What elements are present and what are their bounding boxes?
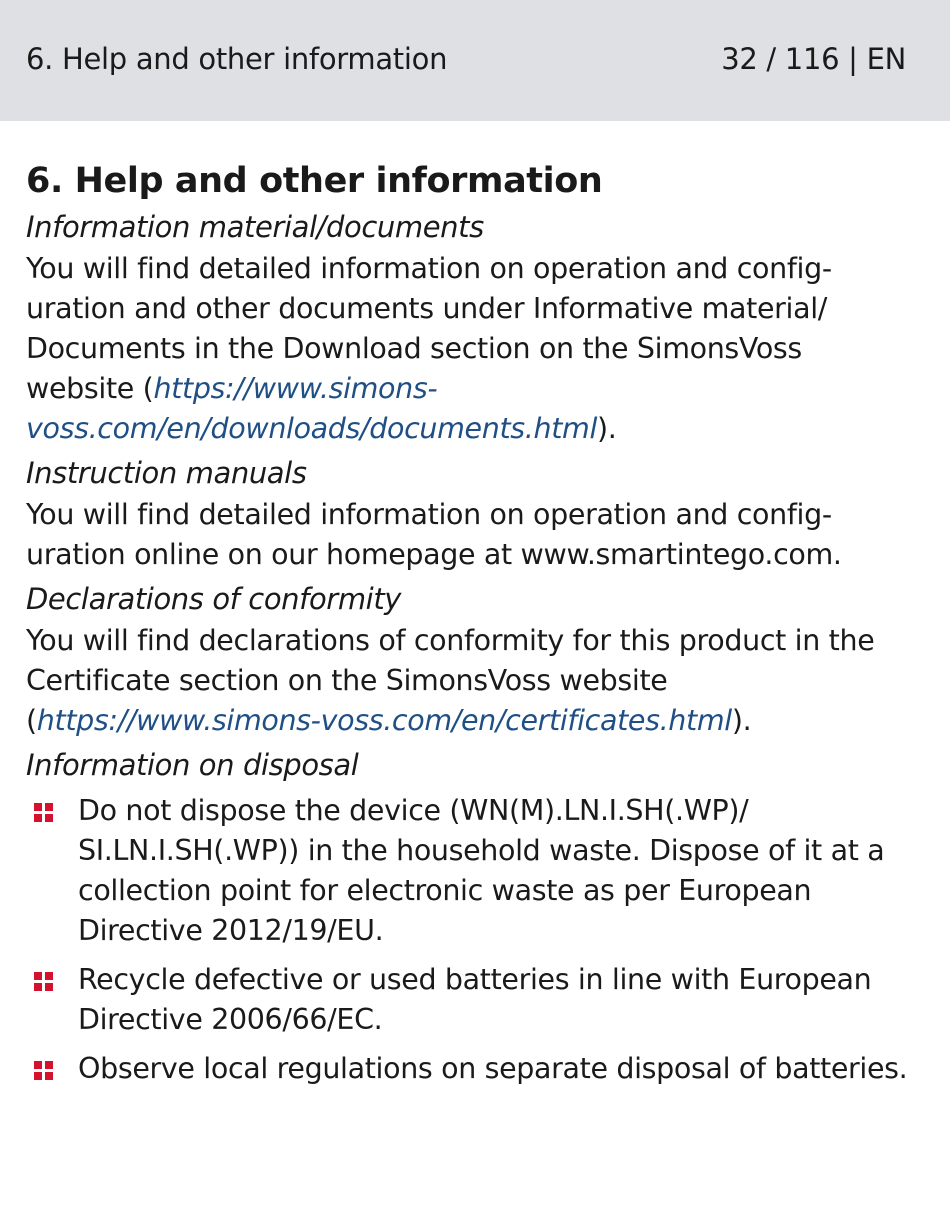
declarations-paragraph	[26, 621, 911, 741]
red-square-bullet-icon	[26, 791, 78, 827]
disposal-item-text: Recycle defective or used batteries in line with European Directive 2006/66/EC.	[78, 963, 872, 1036]
list-item	[26, 791, 924, 951]
list-item	[26, 1049, 924, 1089]
certificates-link[interactable]: https://www.simons-voss.com/en/certificates.html	[36, 704, 732, 737]
info-material-paragraph	[26, 249, 906, 449]
instruction-manuals-heading: Instruction manuals	[26, 456, 307, 490]
disposal-heading: Information on disposal	[26, 748, 359, 782]
disposal-item-text: Do not dispose the device (WN(M).LN.I.SH(.WP)/ SI.LN.I.SH(.WP)) in the household waste. Dispose of it at a collection point for electronic waste as per European Directive 2012/19/EU.	[78, 794, 885, 947]
disposal-list	[26, 791, 924, 1089]
page-content	[0, 159, 950, 1089]
declarations-text: You will find declarations of conformity for this product in the Certificate section on the SimonsVoss website (	[26, 624, 875, 737]
list-item	[26, 960, 924, 1040]
downloads-link[interactable]: https://www.simons-voss.com/en/downloads/documents.html	[26, 372, 598, 445]
info-material-text: You will find detailed information on operation and config-uration and other documents under Informative material/ Documents in the Download section on the SimonsVoss website (	[26, 252, 832, 405]
red-square-bullet-icon	[26, 960, 78, 996]
header-page-info: 32 / 116 | EN	[721, 41, 906, 76]
info-material-heading: Information material/documents	[26, 210, 484, 244]
page-header	[0, 0, 950, 121]
declarations-heading: Declarations of conformity	[26, 582, 402, 616]
instruction-manuals-paragraph: You will find detailed information on operation and config-uration online on our homepage at www.smartintego.com.	[26, 498, 842, 571]
header-section-title: 6. Help and other information	[26, 41, 448, 76]
info-material-text-end: ).	[597, 412, 617, 445]
page-title: 6. Help and other information	[26, 161, 603, 201]
declarations-text-end: ).	[731, 704, 752, 737]
red-square-bullet-icon	[26, 1049, 78, 1085]
disposal-item-text: Observe local regulations on separate disposal of batteries.	[78, 1052, 908, 1085]
